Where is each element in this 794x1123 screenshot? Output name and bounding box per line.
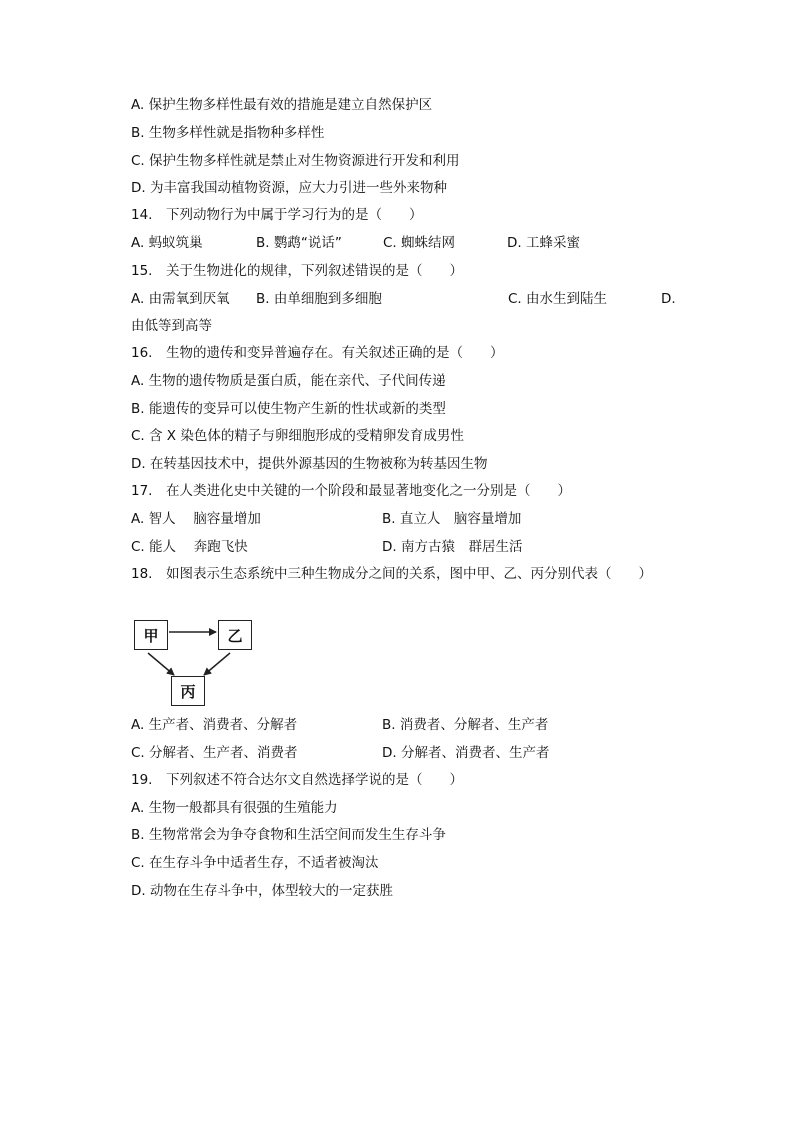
q17-stem: 17. 在人类进化史中关键的一个阶段和最显著地变化之一分别是（ ） — [131, 483, 571, 499]
q14-option-b: B. 鹦鹉“说话” — [256, 235, 342, 251]
q18-stem: 18. 如图表示生态系统中三种生物成分之间的关系，图中甲、乙、丙分别代表（ ） — [131, 566, 652, 582]
arrow-yi-to-bing — [204, 653, 230, 675]
q19-option-a: A. 生物一般都具有很强的生殖能力 — [131, 800, 338, 816]
q14-option-a: A. 蚂蚁筑巢 — [131, 235, 203, 251]
q15-option-c: C. 由水生到陆生 — [508, 291, 608, 307]
q18-option-d: D. 分解者、消费者、生产者 — [382, 745, 550, 761]
q16-option-c: C. 含 X 染色体的精子与卵细胞形成的受精卵发育成男性 — [131, 428, 464, 444]
q15-option-d: D. — [661, 291, 676, 307]
q18-option-a: A. 生产者、消费者、分解者 — [131, 717, 298, 733]
q19-stem: 19. 下列叙述不符合达尔文自然选择学说的是（ ） — [131, 772, 463, 788]
q14-option-d: D. 工蜂采蜜 — [507, 235, 580, 251]
q18-option-c: C. 分解者、生产者、消费者 — [131, 745, 298, 761]
q13-option-a: A. 保护生物多样性最有效的措施是建立自然保护区 — [131, 97, 433, 113]
q15-option-b: B. 由单细胞到多细胞 — [256, 291, 382, 307]
q15-option-a: A. 由需氧到厌氧 — [131, 291, 230, 307]
q17-option-b: B. 直立人 脑容量增加 — [382, 511, 522, 527]
box-bing: 丙 — [171, 676, 205, 706]
q15-stem: 15. 关于生物进化的规律，下列叙述错误的是（ ） — [131, 263, 463, 279]
q13-option-c: C. 保护生物多样性就是禁止对生物资源进行开发和利用 — [131, 153, 460, 169]
q17-option-d: D. 南方古猿 群居生活 — [382, 539, 523, 555]
q18-option-b: B. 消费者、分解者、生产者 — [382, 717, 549, 733]
q14-stem: 14. 下列动物行为中属于学习行为的是（ ） — [131, 207, 423, 223]
q19-option-d: D. 动物在生存斗争中，体型较大的一定获胜 — [131, 883, 393, 899]
q16-option-a: A. 生物的遗传物质是蛋白质，能在亲代、子代间传递 — [131, 373, 446, 389]
ecosystem-diagram — [130, 618, 260, 710]
q17-option-c: C. 能人 奔跑飞快 — [131, 539, 248, 555]
box-jia: 甲 — [134, 620, 168, 650]
q19-option-b: B. 生物常常会为争夺食物和生活空间而发生生存斗争 — [131, 827, 446, 843]
q16-option-b: B. 能遗传的变异可以使生物产生新的性状或新的类型 — [131, 401, 446, 417]
q16-option-d: D. 在转基因技术中，提供外源基因的生物被称为转基因生物 — [131, 456, 488, 472]
arrow-jia-to-bing — [148, 653, 174, 675]
q16-stem: 16. 生物的遗传和变异普遍存在。有关叙述正确的是（ ） — [131, 345, 504, 361]
q13-option-b: B. 生物多样性就是指物种多样性 — [131, 125, 325, 141]
q13-option-d: D. 为丰富我国动植物资源，应大力引进一些外来物种 — [131, 180, 447, 196]
q19-option-c: C. 在生存斗争中适者生存，不适者被淘汰 — [131, 855, 379, 871]
q15-option-d-text: 由低等到高等 — [131, 318, 212, 334]
box-yi: 乙 — [218, 620, 252, 650]
q17-option-a: A. 智人 脑容量增加 — [131, 511, 261, 527]
q14-option-c: C. 蜘蛛结网 — [383, 235, 456, 251]
